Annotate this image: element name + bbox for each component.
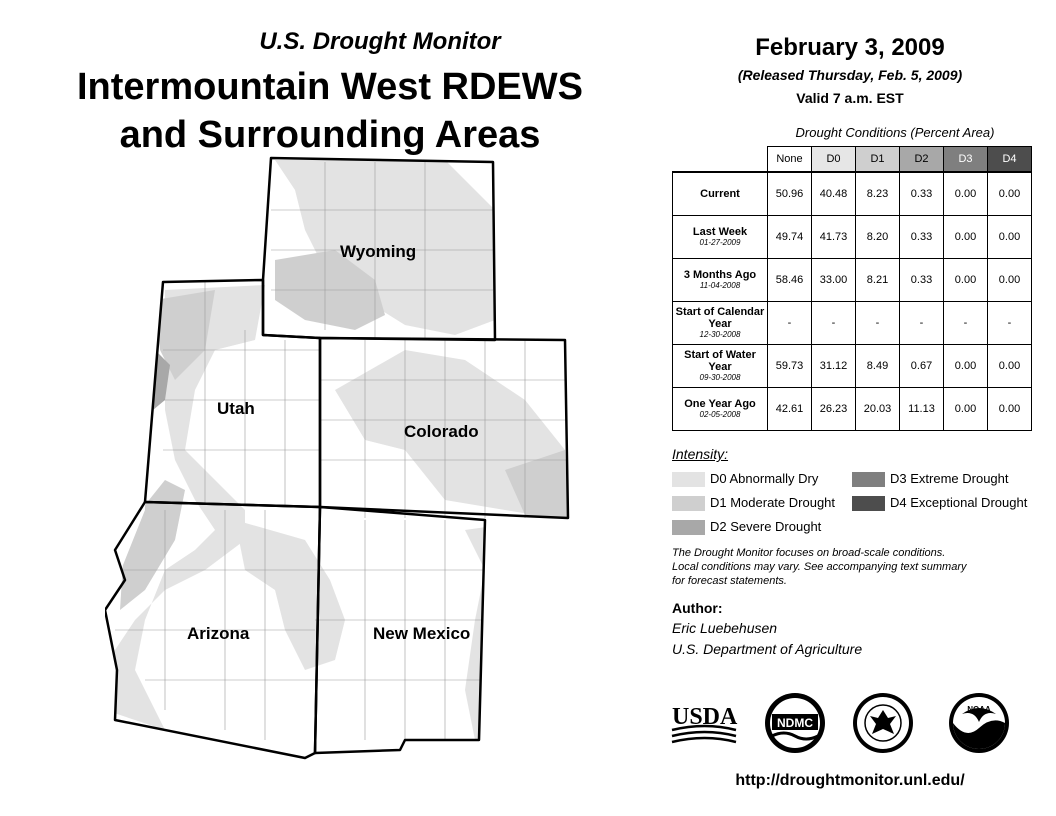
- legend-label-d1: D1 Moderate Drought: [710, 495, 836, 510]
- table-row: [673, 302, 1032, 345]
- table-cell: 0.00: [988, 388, 1032, 431]
- table-cell: 0.00: [944, 259, 988, 302]
- website-url[interactable]: http://droughtmonitor.unl.edu/: [735, 772, 965, 789]
- release-date: (Released Thursday, Feb. 5, 2009): [737, 67, 963, 83]
- row-date: 09-30-2008: [699, 373, 741, 382]
- legend-label-d0: D0 Abnormally Dry: [710, 471, 819, 486]
- table-cell: -: [900, 302, 944, 345]
- table-cell: 20.03: [856, 388, 900, 431]
- row-label-text: Last Week: [692, 226, 748, 238]
- row-label-text: One Year Ago: [684, 398, 756, 410]
- legend-swatch-d1: [672, 496, 705, 511]
- table-corner: [673, 147, 768, 173]
- note-line-3: for forecast statements.: [672, 575, 787, 587]
- map-title-line-1: Intermountain West RDEWS: [77, 66, 583, 108]
- d0-area-arizona: [235, 520, 345, 670]
- table-cell: -: [768, 302, 812, 345]
- table-cell: -: [944, 302, 988, 345]
- column-header-none: None: [768, 147, 812, 173]
- table-cell: 49.74: [768, 216, 812, 259]
- author-heading: Author:: [672, 600, 723, 616]
- note-line-1: The Drought Monitor focuses on broad-scale conditions.: [672, 547, 946, 559]
- drought-map: [105, 150, 585, 770]
- d0-area-new-mexico: [465, 520, 545, 740]
- table-cell: 0.00: [988, 259, 1032, 302]
- table-cell: 0.33: [900, 259, 944, 302]
- ndmc-logo: [764, 692, 826, 754]
- row-label: [673, 388, 768, 431]
- column-header-d4: D4: [988, 147, 1032, 173]
- row-label-text: Current: [700, 188, 740, 200]
- noaa-logo: [948, 692, 1010, 754]
- row-date: 12-30-2008: [699, 330, 741, 339]
- legend-label-d4: D4 Exceptional Drought: [890, 495, 1028, 510]
- table-cell: 33.00: [812, 259, 856, 302]
- table-cell: 26.23: [812, 388, 856, 431]
- row-label: [673, 302, 768, 345]
- svg-text:USDA: USDA: [672, 704, 738, 730]
- legend-swatch-d3: [852, 472, 885, 487]
- table-cell: 8.23: [856, 172, 900, 216]
- table-cell: 31.12: [812, 345, 856, 388]
- valid-time: Valid 7 a.m. EST: [796, 90, 904, 106]
- table-cell: 11.13: [900, 388, 944, 431]
- state-label-arizona: Arizona: [187, 624, 250, 643]
- column-header-d1: D1: [856, 147, 900, 173]
- legend-swatch-d0: [672, 472, 705, 487]
- row-date: 11-04-2008: [699, 281, 741, 290]
- state-label-colorado: Colorado: [404, 422, 479, 441]
- table-cell: 0.33: [900, 216, 944, 259]
- row-label: [673, 345, 768, 388]
- table-cell: 0.00: [988, 172, 1032, 216]
- state-label-wyoming: Wyoming: [340, 242, 417, 261]
- row-label-text: 3 Months Ago: [683, 269, 757, 281]
- table-cell: 8.49: [856, 345, 900, 388]
- table-cell: 0.33: [900, 172, 944, 216]
- conditions-caption: Drought Conditions (Percent Area): [795, 125, 995, 140]
- map-subtitle: U.S. Drought Monitor: [259, 28, 501, 55]
- author-organization: U.S. Department of Agriculture: [672, 641, 863, 657]
- usda-logo: [670, 700, 740, 750]
- row-label: [673, 259, 768, 302]
- svg-text:NDMC: NDMC: [777, 716, 813, 730]
- legend-label-d3: D3 Extreme Drought: [890, 471, 1009, 486]
- map-date: February 3, 2009: [755, 34, 945, 61]
- disclaimer-note: [672, 546, 1032, 588]
- table-cell: 8.20: [856, 216, 900, 259]
- table-cell: 8.21: [856, 259, 900, 302]
- map-title-line-2: and Surrounding Areas: [119, 114, 541, 156]
- table-cell: -: [988, 302, 1032, 345]
- table-cell: 0.00: [988, 345, 1032, 388]
- row-date: 01-27-2009: [699, 238, 741, 247]
- row-label-text: Start of Water Year: [684, 349, 756, 373]
- legend-swatch-d4: [852, 496, 885, 511]
- legend-heading: Intensity:: [672, 446, 729, 462]
- column-header-d0: D0: [812, 147, 856, 173]
- table-row: [673, 172, 1032, 216]
- author-name: Eric Luebehusen: [672, 620, 778, 636]
- table-cell: 0.00: [944, 216, 988, 259]
- row-label: [673, 172, 768, 216]
- table-header-row: [673, 147, 1032, 173]
- table-row: [673, 345, 1032, 388]
- table-row: [673, 216, 1032, 259]
- d1-area-utah-southwest: [120, 480, 185, 610]
- state-label-utah: Utah: [217, 399, 255, 418]
- legend-label-d2: D2 Severe Drought: [710, 519, 822, 534]
- column-header-d3: D3: [944, 147, 988, 173]
- table-cell: 0.00: [944, 172, 988, 216]
- table-cell: 0.00: [988, 216, 1032, 259]
- table-cell: -: [812, 302, 856, 345]
- table-cell: 58.46: [768, 259, 812, 302]
- row-label: [673, 216, 768, 259]
- legend-swatch-d2: [672, 520, 705, 535]
- table-cell: 0.00: [944, 388, 988, 431]
- table-cell: 0.00: [944, 345, 988, 388]
- svg-text:NOAA: NOAA: [967, 705, 991, 714]
- note-line-2: Local conditions may vary. See accompanying text summary: [672, 561, 967, 573]
- table-row: [673, 388, 1032, 431]
- table-cell: 42.61: [768, 388, 812, 431]
- table-row: [673, 259, 1032, 302]
- table-cell: 59.73: [768, 345, 812, 388]
- table-cell: 50.96: [768, 172, 812, 216]
- state-label-new-mexico: New Mexico: [373, 624, 471, 643]
- table-cell: -: [856, 302, 900, 345]
- table-cell: 40.48: [812, 172, 856, 216]
- row-date: 02-05-2008: [699, 410, 741, 419]
- row-label-text: Start of Calendar Year: [675, 306, 765, 330]
- department-of-commerce-seal: [852, 692, 914, 754]
- column-header-d2: D2: [900, 147, 944, 173]
- table-cell: 0.67: [900, 345, 944, 388]
- drought-conditions-table: [672, 146, 1032, 431]
- table-cell: 41.73: [812, 216, 856, 259]
